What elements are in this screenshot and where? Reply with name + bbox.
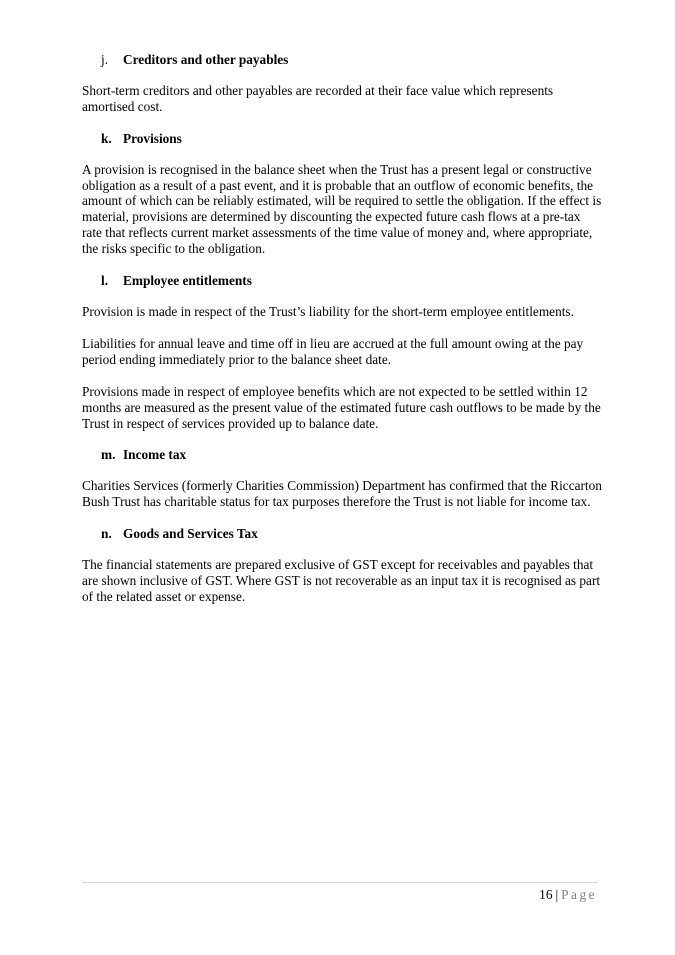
section-heading-j: [101, 52, 602, 68]
paragraph: Provisions made in respect of employee benefits which are not expected to be settled within 12 months are measured as the present value of the estimated future cash outflows to be made by the Trust in respect of services provided up to balance date.: [82, 383, 601, 431]
section-number: k.: [101, 130, 112, 146]
section-number: n.: [101, 526, 112, 542]
paragraph: The financial statements are prepared exclusive of GST except for receivables and payables that are shown inclusive of GST. Where GST is not recoverable as an input tax it is recognised as part of the related asset or expense.: [82, 557, 601, 604]
document-body: [82, 52, 602, 605]
footer-divider: [82, 882, 598, 883]
section-title: Creditors and other payables: [123, 52, 289, 67]
section-heading-l: [101, 273, 602, 289]
section-number: l.: [101, 273, 109, 289]
section-title: Provisions: [123, 130, 182, 146]
section-title: Goods and Services Tax: [123, 526, 258, 542]
page-number: 16: [539, 887, 553, 902]
paragraph: Short-term creditors and other payables are recorded at their face value which represents amortised cost.: [82, 82, 554, 114]
section-heading-k: [101, 131, 602, 147]
section-title: Employee entitlements: [123, 273, 252, 289]
paragraph: Provision is made in respect of the Trust’s liability for the short-term employee entitlements.: [82, 303, 574, 319]
section-number: j.: [101, 52, 109, 67]
paragraph: Charities Services (formerly Charities Commission) Department has confirmed that the Riccarton Bush Trust has charitable status for tax purposes therefore the Trust is not liable for income tax.: [82, 478, 602, 510]
paragraph: Liabilities for annual leave and time off in lieu are accrued at the full amount owing at the pay period ending immediately prior to the balance sheet date.: [82, 335, 584, 367]
page-footer: [539, 887, 597, 903]
section-title: Income tax: [123, 447, 187, 463]
section-number: m.: [101, 447, 116, 463]
footer-separator: |: [555, 887, 559, 902]
paragraph: A provision is recognised in the balance sheet when the Trust has a present legal or constructive obligation as a result of a past event, and it is probable that an outflow of economic benefits, the amount of which can be reliably estimated, will be required to settle the obligation. If the effect is material, provisions are determined by discounting the expected future cash flows at a pre-tax rate that reflects current market assessments of the time value of money and, where appropriate, the risks specific to the obligation.: [82, 161, 602, 257]
section-heading-n: [101, 526, 602, 542]
section-heading-m: [101, 447, 602, 463]
page-label: Page: [561, 887, 597, 902]
